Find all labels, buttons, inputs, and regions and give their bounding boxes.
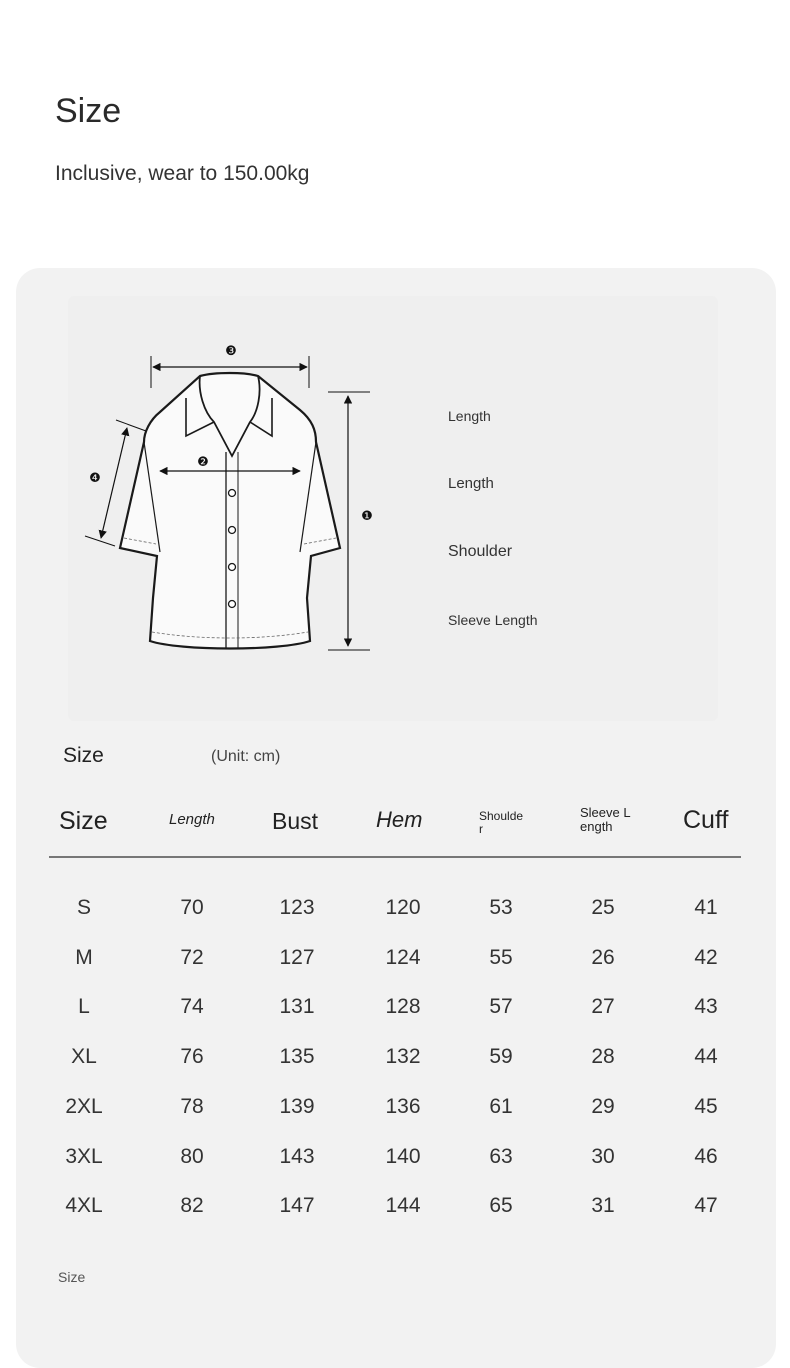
sleeve-arrow: [101, 428, 127, 538]
marker-bust: ❷: [197, 455, 209, 470]
footnote: Size: [58, 1269, 86, 1285]
cell-size: L: [78, 995, 90, 1018]
col-header-bust: Bust: [272, 808, 319, 834]
cell-shoulder: 65: [489, 1194, 513, 1217]
cell-hem: 124: [385, 946, 421, 969]
cell-bust: 147: [279, 1194, 315, 1217]
col-header-shoulder: Shoulde r: [479, 809, 524, 836]
cell-hem: 140: [385, 1145, 421, 1168]
cell-bust: 135: [279, 1045, 315, 1068]
cell-sleeve-length: 25: [591, 896, 615, 919]
cell-cuff: 44: [694, 1045, 718, 1068]
cell-shoulder: 63: [489, 1145, 513, 1168]
cell-length: 80: [180, 1145, 204, 1168]
cell-shoulder: 59: [489, 1045, 513, 1068]
label-shoulder: Shoulder: [448, 543, 513, 560]
cell-hem: 128: [385, 995, 421, 1018]
cell-sleeve-length: 28: [591, 1045, 615, 1068]
cell-bust: 123: [279, 896, 315, 919]
cell-size: 2XL: [65, 1095, 103, 1118]
marker-sleeve: ❹: [89, 471, 101, 486]
shirt-diagram: [68, 296, 388, 666]
col-header-length: Length: [169, 811, 215, 828]
cell-shoulder: 53: [489, 896, 513, 919]
cell-size: S: [76, 896, 91, 919]
cell-hem: 132: [385, 1045, 421, 1068]
cell-bust: 127: [279, 946, 315, 969]
cell-cuff: 47: [694, 1194, 718, 1217]
cell-sleeve-length: 27: [591, 995, 615, 1018]
cell-cuff: 42: [694, 946, 718, 969]
cell-hem: 120: [385, 896, 421, 919]
capacity-note: Inclusive, wear to 150.00kg: [55, 162, 310, 185]
cell-sleeve-length: 31: [591, 1194, 615, 1217]
button-dot: [229, 527, 236, 534]
cell-length: 78: [180, 1095, 204, 1118]
unit-note: (Unit: cm): [211, 748, 281, 765]
button-dot: [229, 564, 236, 571]
label-length-2: Length: [448, 475, 494, 492]
cell-length: 72: [180, 946, 204, 969]
cell-bust: 143: [279, 1145, 315, 1168]
size-section-title: Size: [63, 744, 104, 767]
cell-bust: 139: [279, 1095, 315, 1118]
button-dot: [229, 601, 236, 608]
cell-length: 70: [180, 896, 204, 919]
col-header-cuff: Cuff: [683, 806, 729, 834]
label-sleeve-length: Sleeve Length: [448, 612, 538, 628]
clipped-subheading: [55, 133, 435, 143]
cell-size: XL: [71, 1045, 97, 1068]
cell-cuff: 45: [694, 1095, 718, 1118]
label-length-1: Length: [448, 408, 491, 424]
cell-bust: 131: [279, 995, 315, 1018]
header-rule: [49, 856, 741, 858]
cell-shoulder: 55: [489, 946, 513, 969]
cell-size: M: [75, 946, 93, 969]
cell-shoulder: 57: [489, 995, 513, 1018]
page-title: Size: [55, 92, 122, 130]
cell-size: 4XL: [65, 1194, 103, 1217]
cell-cuff: 41: [694, 896, 718, 919]
cell-hem: 136: [385, 1095, 421, 1118]
cell-hem: 144: [385, 1194, 421, 1217]
cell-cuff: 43: [694, 995, 718, 1018]
cell-size: 3XL: [65, 1145, 103, 1168]
cell-length: 82: [180, 1194, 204, 1217]
button-dot: [229, 490, 236, 497]
cell-shoulder: 61: [489, 1095, 513, 1118]
cell-length: 74: [180, 995, 204, 1018]
marker-length: ❶: [361, 509, 373, 524]
cell-sleeve-length: 26: [591, 946, 615, 969]
cell-cuff: 46: [694, 1145, 718, 1168]
marker-shoulder: ❸: [225, 344, 237, 359]
col-header-size: Size: [59, 807, 108, 835]
cell-length: 76: [180, 1045, 204, 1068]
col-header-sleeve-length: Sleeve L ength: [580, 805, 631, 834]
col-header-hem: Hem: [376, 807, 423, 832]
cell-sleeve-length: 29: [591, 1095, 615, 1118]
cell-sleeve-length: 30: [591, 1145, 615, 1168]
